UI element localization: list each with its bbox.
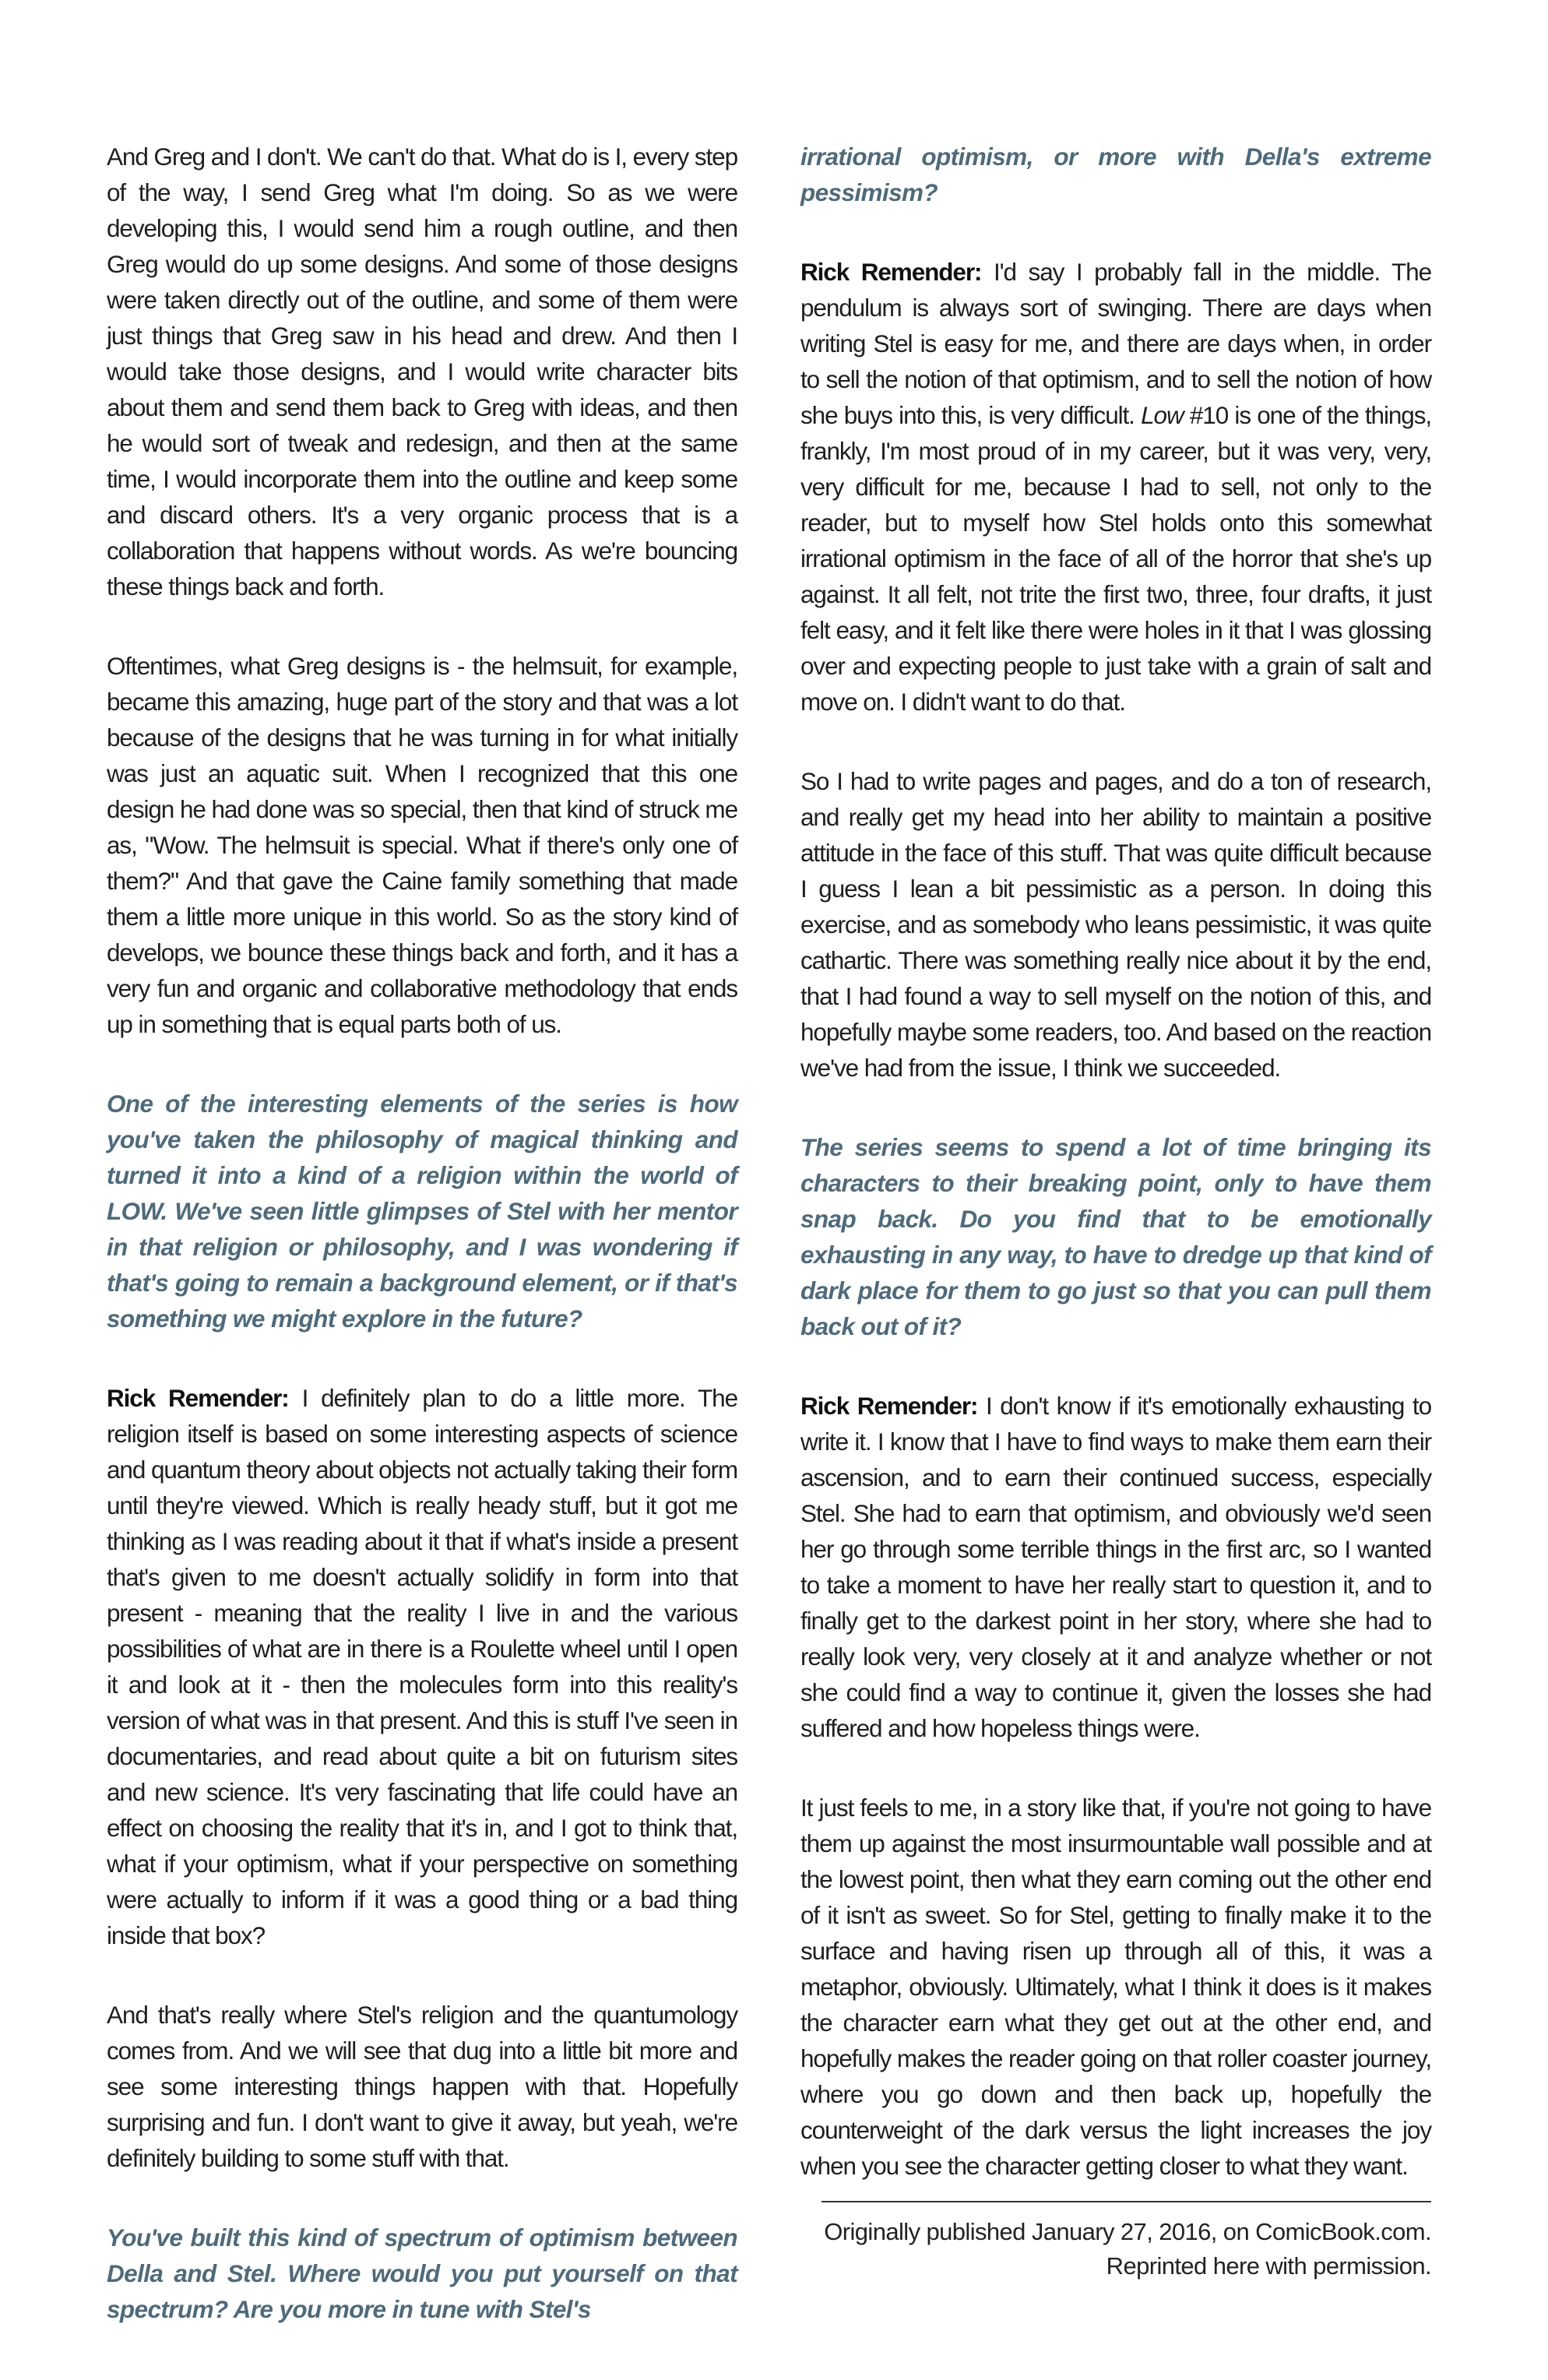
answer-paragraph: It just feels to me, in a story like that, if you're not going to have them up against the most insurmountable wall possible and at the lowest point, then what they earn coming out the other end of it isn't as sweet. So for Stel, getting to finally make it to the surface and having risen up through all of this, it was a metaphor, obviously. Ultimately, what I think it does is it makes the character earn what they get out at the other end, and hopefully makes the reader going on that roller coaster journey, where you go down and then back up, hopefully the counterweight of the dark versus the light increases the joy when you see the character getting closer to what they want.: [800, 1794, 1431, 2180]
interview-question-continued: irrational optimism, or more with Della's extreme pessimism?: [800, 143, 1431, 206]
answer-paragraph: And Greg and I don't. We can't do that. What do is I, every step of the way, I send Greg what I'm doing. So as we were developing this, I would send him a rough outline, and then Greg would do up some designs. And some of those designs were taken directly out of the outline, and some of them were just things that Greg saw in his head and drew. And then I would take those designs, and I would write character bits about them and send them back to Greg with ideas, and then he would sort of tweak and redesign, and then at the same time, I would incorporate them into the outline and keep some and discard others. It's a very organic process that is a collaboration that happens without words. As we're bouncing these things back and forth.: [107, 143, 737, 600]
answer-paragraph: [800, 1388, 1431, 1746]
answer-paragraph: [107, 1380, 737, 1953]
publication-credit: [779, 2215, 1431, 2283]
speaker-name: Rick Remender:: [800, 258, 982, 286]
speaker-name: Rick Remender:: [107, 1384, 289, 1412]
speaker-name: Rick Remender:: [800, 1392, 978, 1420]
answer-paragraph: Oftentimes, what Greg designs is - the helmsuit, for example, became this amazing, huge part of the story and that was a lot because of the designs that he was turning in for what initially was just an aquatic suit. When I recognized that this one design he had done was so special, then that kind of struck me as, "Wow. The helmsuit is special. What if there's only one of them?" And that gave the Caine family something that made them a little more unique in this world. So as the story kind of develops, we bounce these things back and forth, and it has a very fun and organic and collaborative methodology that ends up in something that is equal parts both of us.: [107, 652, 737, 1038]
interview-question: You've built this kind of spectrum of optimism between Della and Stel. Where would you put yourself on that spectrum? Are you more in tune with Stel's: [107, 2223, 737, 2323]
right-column: [800, 139, 1431, 2227]
answer-text: #10 is one of the things, frankly, I'm most proud of in my career, but it was very, very, very difficult for me, because I had to sell, not only to the reader, but to myself how Stel holds onto this somewhat irrational optimism in the face of all of the horror that she's up against. It all felt, not trite the first two, three, four drafts, it just felt easy, and it felt like there were holes in it that I was glossing over and expecting people to just take with a grain of salt and move on. I didn't want to do that.: [800, 401, 1431, 716]
credit-divider: [821, 2201, 1431, 2202]
interview-question: One of the interesting elements of the series is how you've taken the philosophy of magical thinking and turned it into a kind of a religion within the world of LOW. We've seen little glimpses of Stel with her mentor in that religion or philosophy, and I was wondering if that's going to remain a background element, or if that's something we might explore in the future?: [107, 1090, 737, 1333]
answer-paragraph: So I had to write pages and pages, and do a ton of research, and really get my head into her ability to maintain a positive attitude in the face of this stuff. That was quite difficult because I guess I lean a bit pessimistic as a person. In doing this exercise, and as somebody who leans pessimistic, it was quite cathartic. There was something really nice about it by the end, that I had found a way to sell myself on the notion of this, and hopefully maybe some readers, too. And based on the reaction we've had from the issue, I think we succeeded.: [800, 767, 1431, 1082]
answer-paragraph: And that's really where Stel's religion and the quantumology comes from. And we will see that dug into a little bit more and see some interesting things happen with that. Hopefully surprising and fun. I don't want to give it away, but yeah, we're definitely building to some stuff with that.: [107, 2001, 737, 2172]
left-column: [107, 139, 737, 2327]
comic-title: Low: [1141, 401, 1184, 429]
answer-text: I don't know if it's emotionally exhausting to write it. I know that I have to find ways to make them earn their ascension, and to earn their continued success, especially Stel. She had to earn that optimism, and obviously we'd seen her go through some terrible things in the first arc, so I wanted to take a moment to have her really start to question it, and to finally get to the darkest point in her story, where she had to really look very, very closely at it and analyze whether or not she could find a way to continue it, given the losses she had suffered and how hopeless things were.: [800, 1392, 1431, 1742]
credit-line: Reprinted here with permission.: [1106, 2252, 1431, 2280]
answer-paragraph: [800, 254, 1431, 720]
interview-question: The series seems to spend a lot of time bringing its characters to their breaking point, only to have them snap back. Do you find that to be emotionally exhausting in any way, to have to dredge up that kind of dark place for them to go just so that you can pull them back out of it?: [800, 1133, 1431, 1340]
answer-text: I definitely plan to do a little more. The religion itself is based on some interesting aspects of science and quantum theory about objects not actually taking their form until they're viewed. Which is really heady stuff, but it got me thinking as I was reading about it that if what's inside a present that's given to me doesn't actually solidify in form into that present - meaning that the reality I live in and the various possibilities of what are in there is a Roulette wheel until I open it and look at it - then the molecules form into this reality's version of what was in that present. And this is stuff I've seen in documentaries, and read about quite a bit on futurism sites and new science. It's very fascinating that life could have an effect on choosing the reality that it's in, and I got to think that, what if your optimism, what if your perspective on something were actually to inform if it was a good thing or a bad thing inside that box?: [107, 1384, 738, 1949]
credit-line: Originally published January 27, 2016, on ComicBook.com.: [824, 2218, 1431, 2245]
answer-text: I'd say I probably fall in the middle. The pendulum is always sort of swinging. There are days when writing Stel is easy for me, and there are days when, in order to sell the notion of that optimism, and to sell the notion of how she buys into this, is very difficult.: [800, 258, 1431, 429]
